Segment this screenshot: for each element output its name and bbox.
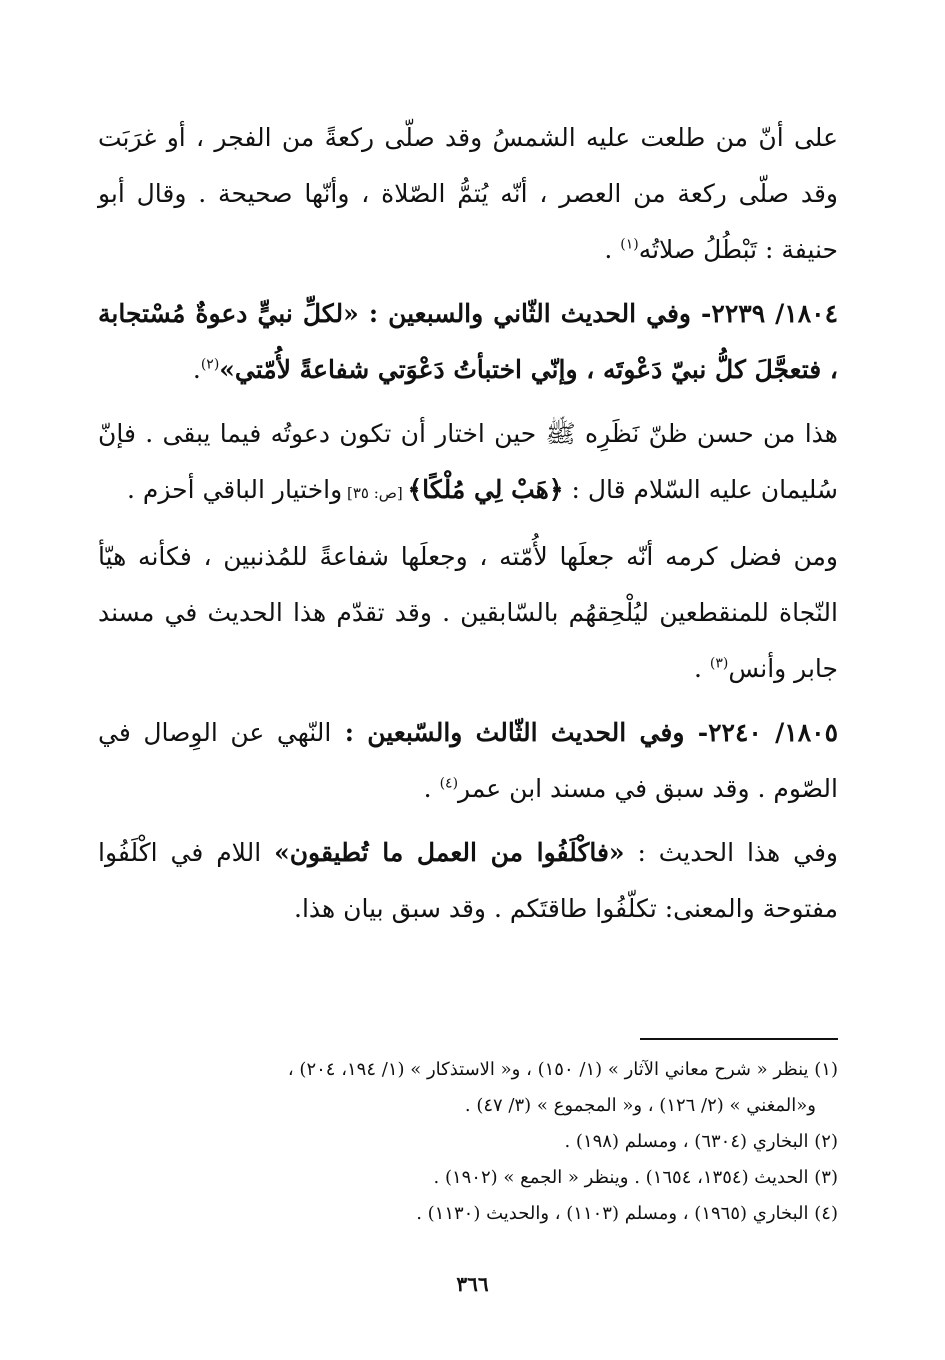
footnote-3: (٣) الحديث (١٣٥٤، ١٦٥٤) . وينظر « الجمع » (١٩٠٢) . (433, 1167, 838, 1188)
entry-lead: وفي الحديث الثّالث والسّبعين : (331, 718, 698, 747)
footnote-ref-3: (٣) (709, 655, 729, 672)
footnote-1: (١) ينظر « شرح معاني الآثار » (١/ ١٥٠) ، و« الاستذكار » (١/ ١٩٤، ٢٠٤) ، (287, 1059, 838, 1080)
hadith-entry-1805 (98, 705, 838, 817)
entry-number: ١٨٠٥/ ٢٢٤٠- (697, 718, 838, 747)
paragraph-4-end: اللام في اكْلَفُوا مفتوحة والمعنى: تكلّفُوا طاقتَكم . وقد سبق بيان هذا. (98, 838, 838, 923)
paragraph-2 (98, 406, 838, 521)
paragraph-1-end: . (604, 235, 621, 264)
footnote-ref-1: (١) (620, 236, 639, 253)
paragraph-2-end: واختيار الباقي أحزم . (126, 475, 343, 504)
paragraph-3 (98, 529, 838, 697)
paragraph-4-text: وفي هذا الحديث : (624, 838, 838, 867)
paragraph-2-text: هذا من حسن ظنّ نَظَرِه ﷺ حين اختار أن تكون دعوتُه فيما يبقى . فإنّ سُليمان عليه السّلام قال : (98, 419, 838, 504)
entry-end: . (423, 774, 440, 803)
paragraph-1 (98, 110, 838, 278)
paragraph-3-text: ومن فضل كرمه أنّه جعلَها لأُمّته ، وجعلَها شفاعةً للمُذنبين ، فكأنه هيّأ النّجاة للمنقطعين ليُلْحِقهُم بالسّابقين . وقد تقدّم هذا الحديث في مسند جابر وأنس (98, 542, 838, 683)
entry-lead: وفي الحديث الثّاني والسبعين : (358, 299, 702, 328)
quran-quote: ﴿هَبْ لِي مُلْكًا﴾ (407, 475, 564, 504)
footnote-2: (٢) البخاري (٦٣٠٤) ، ومسلم (١٩٨) . (564, 1131, 838, 1152)
paragraph-3-end: . (694, 654, 710, 683)
footnote-4: (٤) البخاري (١٩٦٥) ، ومسلم (١١٠٣) ، والحديث (١١٣٠) . (416, 1203, 838, 1224)
footnote-ref-2: (٢) (200, 356, 220, 373)
main-text (98, 110, 838, 937)
entry-end: . (192, 355, 201, 384)
paragraph-4 (98, 825, 838, 937)
footnote-separator (640, 1038, 838, 1040)
entry-text: النّهي عن الوِصال في الصّوم . وقد سبق في مسند ابن عمر (98, 718, 838, 803)
hadith-quote: «لكلِّ نبيٍّ دعوةٌ مُسْتجابة ، فتعجَّلَ كلُّ نبيّ دَعْوتَه ، وإنّي اختبأتُ دَعْوَتي شفاعةً لأُمّتي» (98, 299, 838, 384)
page-number: ٣٦٦ (456, 1272, 489, 1296)
quran-reference: [ص: ٣٥] (342, 484, 408, 502)
entry-number: ١٨٠٤/ ٢٢٣٩- (701, 299, 838, 328)
footnote-1-continued: و«المغني » (٢/ ١٢٦) ، و« المجموع » (٣/ ٤٧) . (464, 1095, 816, 1116)
hadith-quote: «فاكْلَفُوا من العمل ما تُطيقون» (274, 838, 625, 867)
footnotes (98, 1052, 838, 1232)
paragraph-1-text: على أنّ من طلعت عليه الشمسُ وقد صلّى ركعةً من الفجر ، أو غرَبَت وقد صلّى ركعة من العصر ، أنّه يُتمُّ الصّلاة ، وأنّها صحيحة . وقال أبو حنيفة : تَبْطُلُ صلاتُه (98, 123, 838, 264)
footnote-ref-4: (٤) (439, 775, 459, 792)
hadith-entry-1804 (98, 286, 838, 398)
